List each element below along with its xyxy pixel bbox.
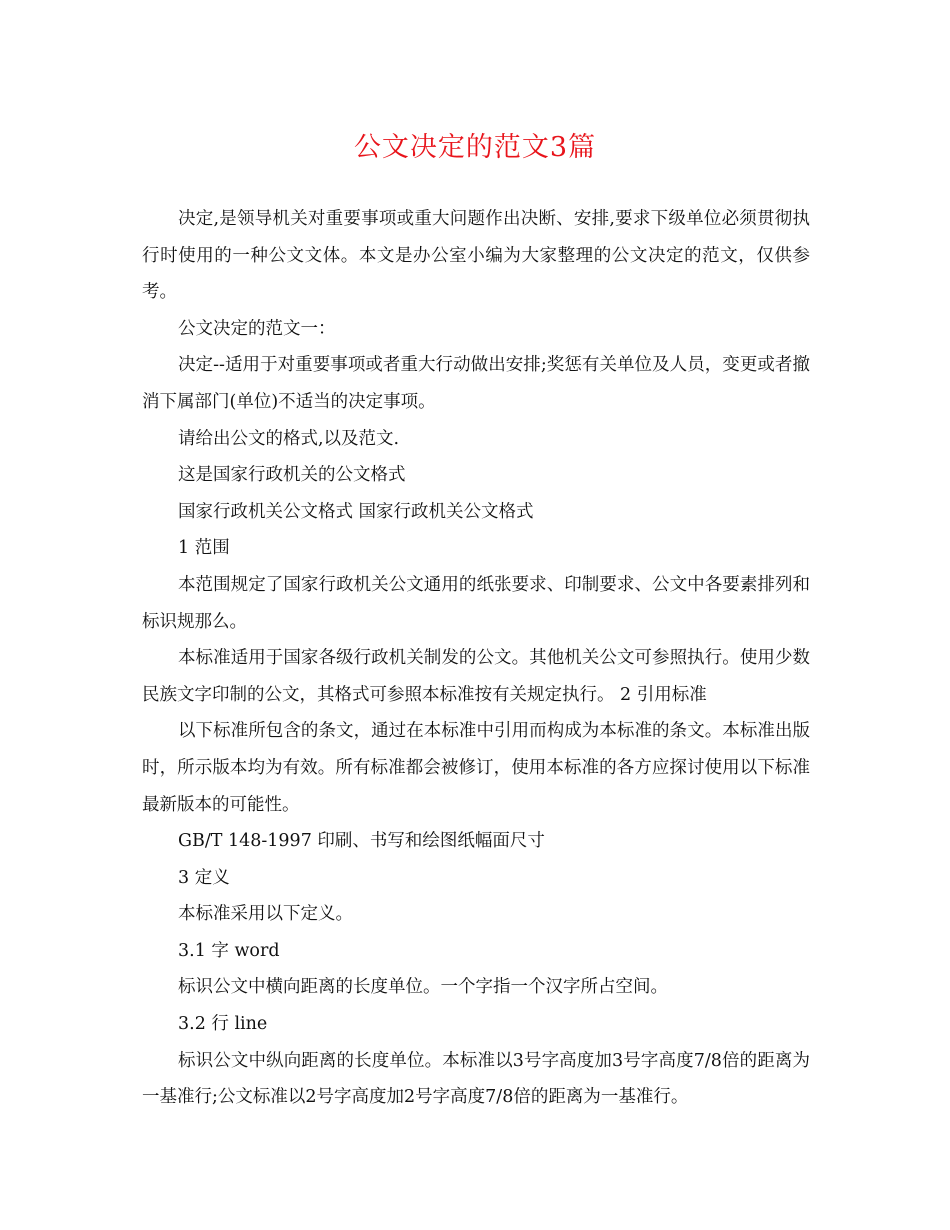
paragraph-format-intro: 这是国家行政机关的公文格式 bbox=[178, 465, 406, 486]
paragraph-sample-heading: 公文决定的范文一： bbox=[178, 318, 336, 339]
paragraph-definitions-intro: 本标准采用以下定义。 bbox=[178, 904, 353, 925]
document-body bbox=[142, 201, 810, 1116]
section-heading-line: 3.2 行 line bbox=[178, 1014, 268, 1035]
paragraph-standard-ref: GB/T 148-1997 印刷、书写和绘图纸幅面尺寸 bbox=[178, 831, 545, 852]
paragraph-definition: 决定--适用于对重要事项或者重大行动做出安排;奖惩有关单位及人员，变更或者撤消下属部门(单位)不适当的决定事项。 bbox=[142, 355, 810, 412]
section-heading-definitions: 3 定义 bbox=[178, 867, 230, 888]
section-heading-word: 3.1 字 word bbox=[178, 940, 280, 961]
paragraph-intro: 决定,是领导机关对重要事项或重大问题作出决断、安排,要求下级单位必须贯彻执行时使用的一种公文文体。本文是办公室小编为大家整理的公文决定的范文，仅供参考。 bbox=[142, 209, 810, 303]
document-title: 公文决定的范文3篇 bbox=[353, 132, 597, 163]
paragraph-word-definition: 标识公文中横向距离的长度单位。一个字指一个汉字所占空间。 bbox=[178, 977, 668, 998]
paragraph-line-definition: 标识公文中纵向距离的长度单位。本标准以3号字高度加3号字高度7/8倍的距离为一基准行;公文标准以2号字高度加2号字高度7/8倍的距离为一基准行。 bbox=[142, 1050, 810, 1108]
section-heading-scope: 1 范围 bbox=[178, 538, 230, 559]
paragraph-scope: 本范围规定了国家行政机关公文通用的纸张要求、印制要求、公文中各要素排列和标识规那么。 bbox=[142, 574, 810, 632]
paragraph-applicability: 本标准适用于国家各级行政机关制发的公文。其他机关公文可参照执行。使用少数民族文字印制的公文，其格式可参照本标准按有关规定执行。 2 引用标准 bbox=[142, 648, 810, 705]
paragraph-references: 以下标准所包含的条文，通过在本标准中引用而构成为本标准的条文。本标准出版时，所示版本均为有效。所有标准都会被修订，使用本标准的各方应探讨使用以下标准最新版本的可能性。 bbox=[142, 721, 810, 815]
paragraph-request: 请给出公文的格式,以及范文. bbox=[178, 428, 400, 449]
paragraph-format-title: 国家行政机关公文格式 国家行政机关公文格式 bbox=[178, 501, 534, 522]
